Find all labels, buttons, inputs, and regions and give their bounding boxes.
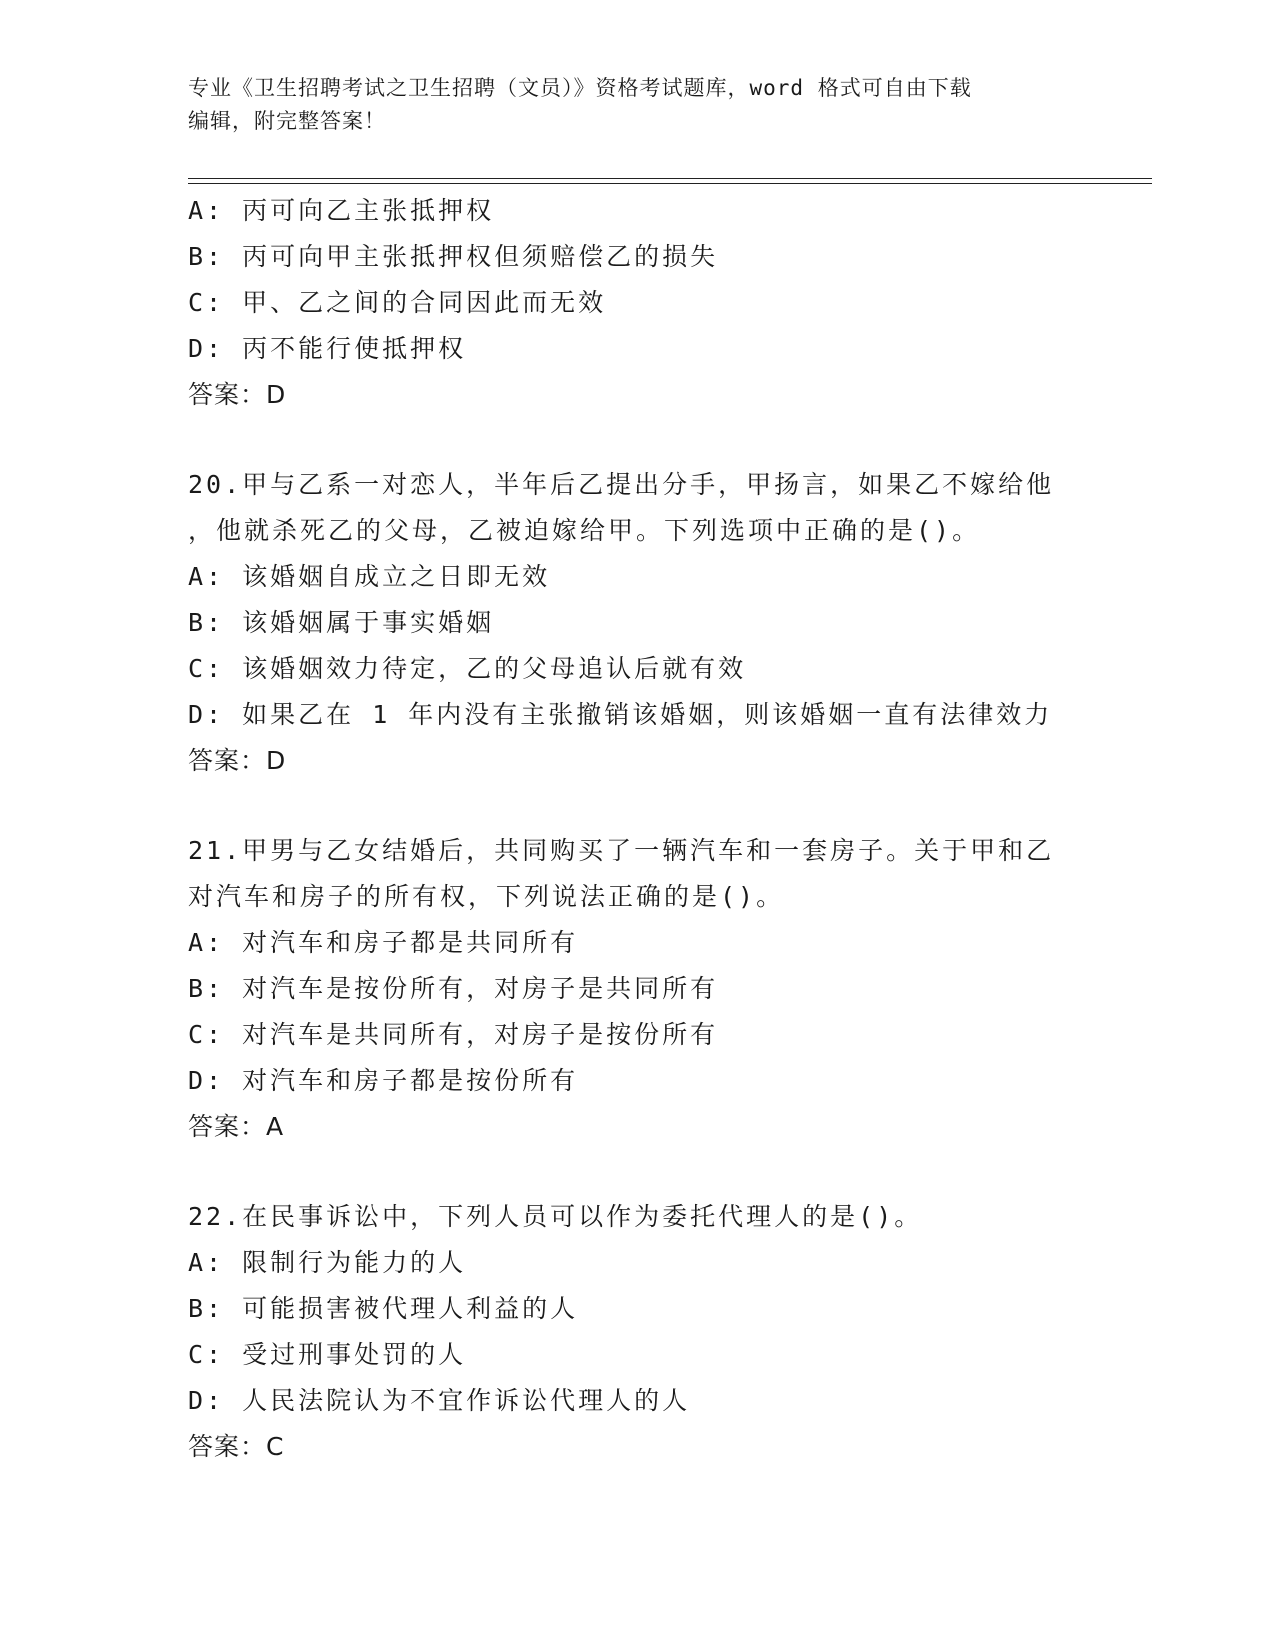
option-b: B: 可能损害被代理人利益的人 [188,1294,579,1323]
question-list [188,188,1088,1470]
question-stem: 20.甲与乙系一对恋人，半年后乙提出分手，甲扬言，如果乙不嫁给他 [188,470,1055,499]
option-d: D: 如果乙在 1 年内没有主张撤销该婚姻，则该婚姻一直有法律效力 [188,700,1053,729]
question-19 [188,188,1088,418]
header-line-2: 编辑，附完整答案！ [188,109,386,133]
document-header [188,72,1078,138]
spacer [188,784,1088,828]
option-a: A: 该婚姻自成立之日即无效 [188,562,551,591]
spacer [188,418,1088,462]
question-stem-continued: 对汽车和房子的所有权，下列说法正确的是()。 [188,882,785,911]
question-20 [188,462,1088,784]
answer: 答案：A [188,1112,285,1141]
option-c: C: 甲、乙之间的合同因此而无效 [188,288,607,317]
spacer [188,1150,1088,1194]
option-a: A: 对汽车和房子都是共同所有 [188,928,579,957]
option-c: C: 受过刑事处罚的人 [188,1340,467,1369]
option-b: B: 该婚姻属于事实婚姻 [188,608,495,637]
option-b: B: 丙可向甲主张抵押权但须赔偿乙的损失 [188,242,719,271]
option-b: B: 对汽车是按份所有，对房子是共同所有 [188,974,719,1003]
header-divider-bottom [188,183,1152,184]
question-stem: 21.甲男与乙女结婚后，共同购买了一辆汽车和一套房子。关于甲和乙 [188,836,1055,865]
answer: 答案：D [188,746,287,775]
answer: 答案：C [188,1432,285,1461]
header-line-1: 专业《卫生招聘考试之卫生招聘（文员）》资格考试题库，word 格式可自由下载 [188,76,972,100]
question-22 [188,1194,1088,1470]
question-21 [188,828,1088,1150]
option-a: A: 限制行为能力的人 [188,1248,467,1277]
option-d: D: 丙不能行使抵押权 [188,334,467,363]
option-c: C: 该婚姻效力待定，乙的父母追认后就有效 [188,654,747,683]
option-d: D: 对汽车和房子都是按份所有 [188,1066,579,1095]
option-d: D: 人民法院认为不宜作诉讼代理人的人 [188,1386,691,1415]
header-divider-top [188,178,1152,179]
option-a: A: 丙可向乙主张抵押权 [188,196,495,225]
question-stem: 22.在民事诉讼中，下列人员可以作为委托代理人的是()。 [188,1202,923,1231]
question-stem-continued: ，他就杀死乙的父母，乙被迫嫁给甲。下列选项中正确的是()。 [188,516,981,545]
option-c: C: 对汽车是共同所有，对房子是按份所有 [188,1020,719,1049]
answer: 答案：D [188,380,287,409]
